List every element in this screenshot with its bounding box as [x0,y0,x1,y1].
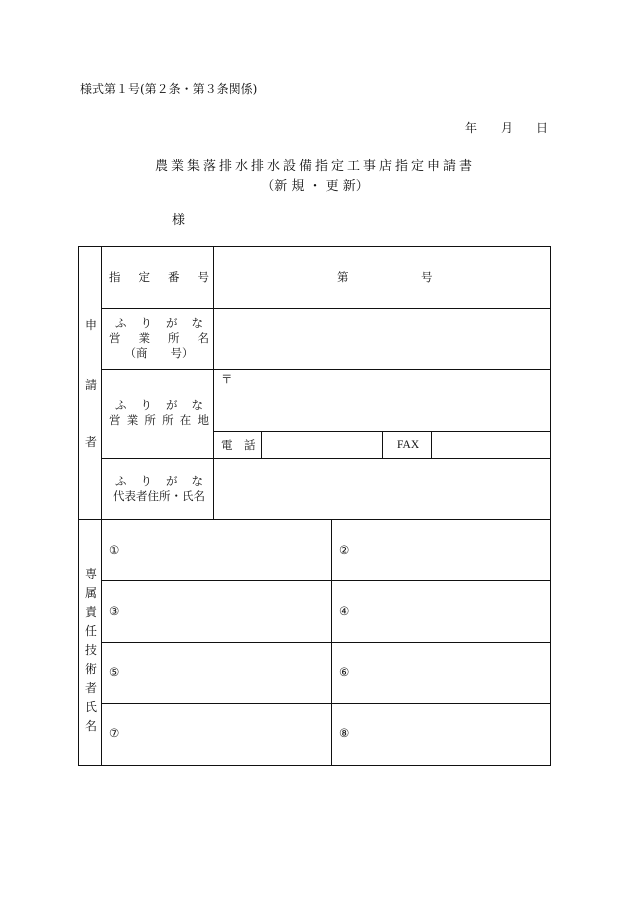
engineer-label-3: 責 [84,605,97,619]
engineer-label-5: 技 [84,643,97,657]
fax-label: FAX [397,439,420,451]
designation-number-label: 指 定 番 号 [109,270,209,284]
designation-number-suffix: 号 [421,270,433,284]
address-label: 営 業 所 所 在 地 [109,413,209,427]
engineer-label-9: 名 [84,719,97,733]
engineer-slot-7[interactable]: ⑦ [109,726,120,740]
rep-furigana: ふ り が な [115,474,203,488]
rep-label: 代表者住所・氏名 [113,489,205,503]
application-table [78,246,551,766]
address-furigana: ふ り が な [115,398,203,412]
applicant-label-1: 申 [84,318,97,332]
business-name-sub: （商 号） [124,346,194,360]
engineer-slot-3[interactable]: ③ [109,604,120,618]
designation-number-field[interactable] [349,255,409,301]
engineer-slot-2[interactable]: ② [339,543,350,557]
engineer-slot-8[interactable]: ⑧ [339,726,350,740]
date-year: 年 [465,121,478,135]
designation-number-prefix: 第 [337,270,349,284]
applicant-label-3: 者 [84,435,97,449]
engineer-label-7: 者 [84,681,97,695]
engineer-slot-6[interactable]: ⑥ [339,665,350,679]
business-name-label: 営 業 所 名 [109,331,209,345]
engineer-label-2: 属 [84,586,97,600]
business-name-furigana: ふ り が な [115,316,203,330]
form-number: 様式第１号(第２条・第３条関係) [80,82,258,96]
engineer-slot-4[interactable]: ④ [339,604,350,618]
rep-field[interactable] [215,460,548,517]
address-field[interactable] [239,371,548,429]
phone-field[interactable] [263,433,381,457]
fax-field[interactable] [433,433,549,457]
date-day: 日 [536,121,549,135]
engineer-slot-5[interactable]: ⑤ [109,665,120,679]
applicant-label-2: 請 [84,378,97,392]
document-title: 農業集落排水排水設備指定工事店指定申請書 [154,159,475,174]
postal-mark: 〒 [221,372,233,386]
phone-label: 電 話 [221,438,256,452]
engineer-label-1: 専 [84,567,97,581]
engineer-slot-1[interactable]: ① [109,543,120,557]
engineer-label-8: 氏 [84,700,97,714]
document-subtitle: （新 規 ・ 更 新） [261,179,369,194]
engineer-label-4: 任 [84,624,97,638]
date-month: 月 [501,121,514,135]
addressee-suffix: 様 [172,213,186,228]
engineer-label-6: 術 [84,662,97,676]
business-name-field[interactable] [215,310,548,367]
